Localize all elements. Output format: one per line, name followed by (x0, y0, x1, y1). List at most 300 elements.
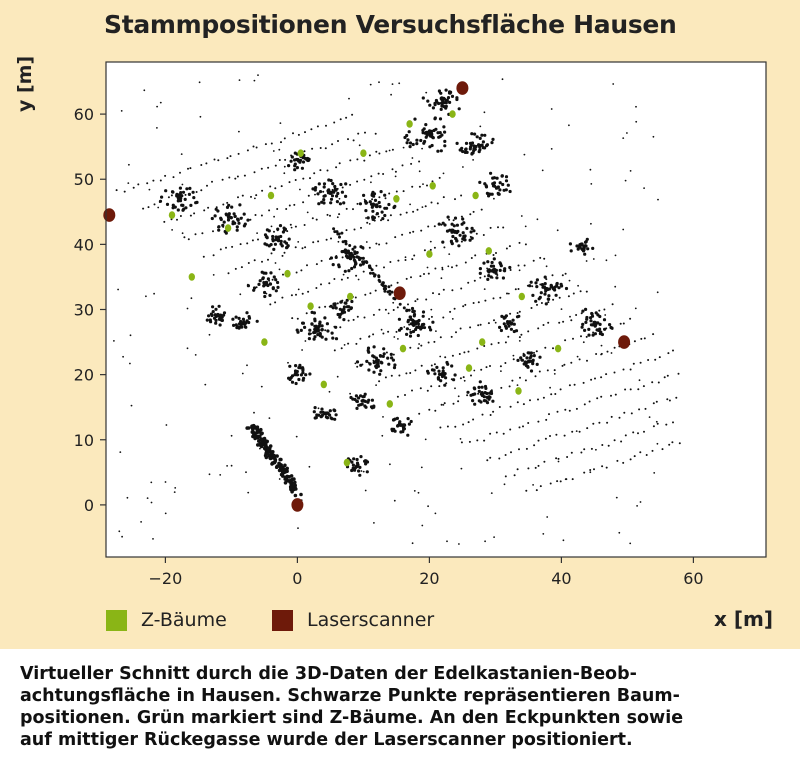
point-cloud-dot (269, 303, 271, 305)
point-cloud-dot (320, 283, 322, 285)
point-cloud-dot (238, 153, 240, 155)
point-cloud-dot (583, 472, 585, 474)
point-cloud-dot (508, 266, 511, 269)
point-cloud-dot (257, 283, 260, 286)
point-cloud-dot (245, 311, 248, 314)
point-cloud-dot (515, 288, 517, 290)
point-cloud-dot (603, 309, 605, 311)
point-cloud-dot (654, 359, 656, 361)
laserscanner-point (456, 81, 468, 95)
point-cloud-dot (375, 290, 377, 292)
point-cloud-dot (273, 231, 275, 233)
point-cloud-dot (240, 326, 243, 329)
point-cloud-dot (439, 135, 442, 138)
point-cloud-dot (519, 426, 521, 428)
point-cloud-dot (519, 269, 521, 271)
point-cloud-dot (361, 470, 363, 472)
point-cloud-dot (304, 373, 307, 376)
point-cloud-dot (442, 268, 444, 270)
point-cloud-dot (370, 203, 373, 206)
point-cloud-dot (615, 394, 617, 396)
point-cloud-dot (417, 209, 419, 211)
point-cloud-dot (557, 411, 559, 413)
point-cloud-dot (525, 490, 527, 492)
point-cloud-dot (413, 310, 416, 313)
z-baum-point (393, 195, 399, 203)
point-cloud-dot (454, 217, 457, 220)
z-baum-point (298, 149, 304, 157)
point-cloud-dot (580, 335, 582, 337)
point-cloud-dot (410, 322, 413, 325)
point-cloud-dot (249, 219, 251, 221)
point-cloud-dot (261, 261, 263, 263)
point-cloud-dot (433, 369, 436, 372)
point-cloud-dot (386, 352, 388, 354)
point-cloud-dot (583, 253, 586, 256)
point-cloud-dot (403, 427, 406, 430)
legend-swatch-z-baeume (106, 610, 127, 631)
point-cloud-dot (519, 336, 521, 338)
point-cloud-dot (383, 194, 386, 197)
point-cloud-dot (373, 345, 376, 348)
point-cloud-dot (192, 191, 195, 194)
point-cloud-dot (561, 308, 563, 310)
point-cloud-dot (359, 364, 362, 367)
point-cloud-dot (452, 355, 454, 357)
point-cloud-dot (375, 151, 377, 153)
point-cloud-dot (587, 334, 590, 337)
point-cloud-dot (427, 390, 429, 392)
point-cloud-dot (269, 417, 271, 419)
point-cloud-dot (366, 241, 368, 243)
point-cloud-dot (614, 286, 616, 288)
point-cloud-dot (160, 180, 162, 182)
point-cloud-dot (516, 359, 519, 362)
point-cloud-dot (410, 420, 413, 423)
point-cloud-dot (391, 375, 393, 377)
point-cloud-dot (294, 487, 298, 491)
point-cloud-dot (493, 254, 495, 256)
point-cloud-dot (211, 305, 214, 308)
point-cloud-dot (447, 426, 449, 428)
point-cloud-dot (471, 257, 473, 259)
point-cloud-dot (348, 98, 350, 100)
point-cloud-dot (439, 427, 441, 429)
point-cloud-dot (246, 219, 249, 222)
point-cloud-dot (525, 226, 527, 228)
point-cloud-dot (119, 451, 121, 453)
point-cloud-dot (422, 96, 425, 99)
point-cloud-dot (272, 286, 275, 289)
point-cloud-dot (355, 297, 357, 299)
point-cloud-dot (273, 150, 275, 152)
point-cloud-dot (356, 360, 359, 363)
point-cloud-dot (408, 130, 411, 133)
point-cloud-dot (181, 153, 183, 155)
point-cloud-dot (473, 133, 476, 136)
point-cloud-dot (453, 403, 455, 405)
point-cloud-dot (327, 214, 329, 216)
point-cloud-dot (509, 190, 512, 193)
point-cloud-dot (350, 254, 353, 257)
point-cloud-dot (428, 273, 430, 275)
point-cloud-dot (552, 299, 554, 301)
point-cloud-dot (151, 502, 153, 504)
point-cloud-dot (335, 413, 338, 416)
point-cloud-dot (454, 373, 457, 376)
point-cloud-dot (451, 336, 453, 338)
point-cloud-dot (353, 139, 355, 141)
point-cloud-dot (486, 366, 488, 368)
point-cloud-dot (417, 347, 419, 349)
point-cloud-dot (379, 369, 382, 372)
z-baum-point (307, 302, 313, 310)
point-cloud-dot (325, 147, 327, 149)
point-cloud-dot (283, 172, 285, 174)
point-cloud-dot (422, 206, 424, 208)
point-cloud-dot (212, 230, 214, 232)
point-cloud-dot (460, 288, 462, 290)
point-cloud-dot (449, 311, 451, 313)
point-cloud-dot (203, 256, 205, 258)
point-cloud-dot (261, 442, 265, 446)
point-cloud-dot (495, 322, 497, 324)
point-cloud-dot (344, 182, 347, 185)
point-cloud-dot (265, 143, 267, 145)
point-cloud-dot (238, 203, 241, 206)
point-cloud-dot (606, 467, 608, 469)
point-cloud-dot (443, 144, 446, 147)
point-cloud-dot (211, 181, 213, 183)
point-cloud-dot (499, 269, 502, 272)
point-cloud-dot (513, 355, 515, 357)
point-cloud-dot (501, 183, 504, 186)
point-cloud-dot (369, 272, 372, 275)
point-cloud-dot (287, 377, 290, 380)
point-cloud-dot (460, 328, 462, 330)
point-cloud-dot (290, 160, 293, 163)
z-baum-point (225, 224, 231, 232)
point-cloud-dot (637, 388, 639, 390)
point-cloud-dot (547, 369, 549, 371)
point-cloud-dot (164, 175, 166, 177)
point-cloud-dot (473, 302, 475, 304)
point-cloud-dot (472, 147, 475, 150)
point-cloud-dot (421, 525, 423, 527)
point-cloud-dot (444, 402, 446, 404)
point-cloud-dot (273, 216, 275, 218)
point-cloud-dot (226, 202, 228, 204)
point-cloud-dot (535, 375, 537, 377)
point-cloud-dot (631, 412, 633, 414)
point-cloud-dot (539, 371, 541, 373)
point-cloud-dot (550, 393, 552, 395)
point-cloud-dot (464, 148, 467, 151)
point-cloud-dot (443, 173, 445, 175)
point-cloud-dot (340, 118, 342, 120)
point-cloud-dot (483, 440, 485, 442)
point-cloud-dot (495, 269, 498, 272)
point-cloud-dot (294, 364, 297, 367)
point-cloud-dot (316, 219, 318, 221)
point-cloud-dot (405, 134, 408, 137)
point-cloud-dot (173, 176, 175, 178)
caption-line: achtungsfläche in Hausen. Schwarze Punkte repräsentieren Baum- (20, 686, 680, 706)
point-cloud-dot (302, 178, 304, 180)
point-cloud-dot (377, 359, 380, 362)
point-cloud-dot (259, 279, 262, 282)
point-cloud-dot (272, 248, 275, 251)
point-cloud-dot (430, 241, 432, 243)
point-cloud-dot (552, 274, 554, 276)
point-cloud-dot (330, 198, 333, 201)
point-cloud-dot (313, 335, 316, 338)
point-cloud-dot (349, 184, 351, 186)
point-cloud-dot (671, 441, 673, 443)
point-cloud-dot (548, 413, 550, 415)
point-cloud-dot (206, 185, 208, 187)
point-cloud-dot (460, 438, 462, 440)
point-cloud-dot (632, 431, 634, 433)
point-cloud-dot (238, 317, 241, 320)
point-cloud-dot (380, 361, 383, 364)
point-cloud-dot (635, 106, 637, 108)
point-cloud-dot (464, 380, 466, 382)
point-cloud-dot (346, 208, 348, 210)
point-cloud-dot (133, 187, 135, 189)
z-baum-point (430, 182, 436, 190)
point-cloud-dot (406, 327, 409, 330)
point-cloud-dot (533, 260, 535, 262)
point-cloud-dot (453, 224, 456, 227)
point-cloud-dot (344, 195, 347, 198)
point-cloud-dot (237, 219, 240, 222)
point-cloud-dot (580, 247, 583, 250)
point-cloud-dot (179, 187, 182, 190)
point-cloud-dot (482, 140, 485, 143)
point-cloud-dot (598, 310, 600, 312)
point-cloud-dot (325, 415, 328, 418)
point-cloud-dot (620, 323, 622, 325)
point-cloud-dot (355, 363, 357, 365)
point-cloud-dot (386, 357, 389, 360)
point-cloud-dot (217, 229, 220, 232)
point-cloud-dot (369, 292, 371, 294)
z-baum-point (400, 345, 406, 353)
point-cloud-dot (425, 131, 428, 134)
point-cloud-dot (536, 304, 538, 306)
point-cloud-dot (341, 347, 343, 349)
point-cloud-dot (592, 334, 595, 337)
point-cloud-dot (500, 329, 503, 332)
point-cloud-dot (560, 283, 563, 286)
point-cloud-dot (622, 229, 624, 231)
z-baum-point (268, 192, 274, 200)
point-cloud-dot (195, 233, 197, 235)
point-cloud-dot (350, 267, 353, 270)
point-cloud-dot (427, 505, 429, 507)
point-cloud-dot (255, 194, 257, 196)
point-cloud-dot (347, 250, 350, 253)
point-cloud-dot (653, 402, 655, 404)
point-cloud-dot (543, 258, 545, 260)
point-cloud-dot (454, 308, 456, 310)
point-cloud-dot (373, 522, 375, 524)
point-cloud-dot (263, 242, 266, 245)
point-cloud-dot (319, 411, 322, 414)
point-cloud-dot (196, 191, 198, 193)
point-cloud-dot (153, 293, 155, 295)
point-cloud-dot (525, 243, 527, 245)
point-cloud-dot (420, 345, 422, 347)
point-cloud-dot (317, 125, 319, 127)
point-cloud-dot (484, 540, 486, 542)
point-cloud-dot (524, 154, 526, 156)
point-cloud-dot (397, 306, 399, 308)
point-cloud-dot (392, 149, 394, 151)
point-cloud-dot (429, 135, 432, 138)
point-cloud-dot (505, 475, 507, 477)
point-cloud-dot (279, 159, 281, 161)
point-cloud-dot (486, 278, 489, 281)
point-cloud-dot (497, 226, 499, 228)
point-cloud-dot (326, 329, 329, 332)
point-cloud-dot (554, 393, 556, 395)
point-cloud-dot (498, 458, 500, 460)
point-cloud-dot (479, 277, 481, 279)
point-cloud-dot (246, 364, 248, 366)
point-cloud-dot (329, 215, 331, 217)
point-cloud-dot (445, 361, 448, 364)
point-cloud-dot (451, 229, 454, 232)
point-cloud-dot (189, 204, 192, 207)
point-cloud-dot (301, 349, 303, 351)
point-cloud-dot (473, 386, 476, 389)
point-cloud-dot (630, 388, 632, 390)
point-cloud-dot (581, 326, 584, 329)
point-cloud-dot (357, 316, 359, 318)
point-cloud-dot (612, 83, 614, 85)
point-cloud-dot (184, 198, 187, 201)
point-cloud-dot (351, 114, 353, 116)
point-cloud-dot (470, 152, 473, 155)
point-cloud-dot (365, 490, 367, 492)
point-cloud-dot (474, 254, 476, 256)
point-cloud-dot (535, 467, 537, 469)
point-cloud-dot (587, 328, 590, 331)
point-cloud-dot (595, 311, 598, 314)
point-cloud-dot (461, 441, 463, 443)
point-cloud-dot (417, 323, 420, 326)
point-cloud-dot (382, 416, 384, 418)
point-cloud-dot (545, 302, 548, 305)
point-cloud-dot (149, 189, 151, 191)
point-cloud-dot (318, 407, 320, 409)
point-cloud-dot (426, 100, 429, 103)
point-cloud-dot (443, 196, 445, 198)
point-cloud-dot (469, 213, 471, 215)
point-cloud-dot (293, 164, 296, 167)
point-cloud-dot (558, 461, 560, 463)
point-cloud-dot (565, 273, 567, 275)
x-tick-label: −20 (148, 569, 183, 588)
point-cloud-dot (310, 322, 313, 325)
point-cloud-dot (438, 223, 441, 226)
point-cloud-dot (527, 467, 529, 469)
point-cloud-dot (293, 373, 296, 376)
point-cloud-dot (521, 215, 523, 217)
point-cloud-dot (560, 388, 562, 390)
point-cloud-dot (230, 206, 233, 209)
point-cloud-dot (622, 137, 624, 139)
point-cloud-dot (291, 294, 293, 296)
point-cloud-dot (256, 320, 259, 323)
point-cloud-dot (238, 131, 240, 133)
point-cloud-dot (247, 284, 250, 287)
point-cloud-dot (400, 423, 403, 426)
point-cloud-dot (471, 399, 474, 402)
point-cloud-dot (315, 413, 318, 416)
point-cloud-dot (461, 223, 464, 226)
point-cloud-dot (326, 239, 328, 241)
point-cloud-dot (630, 170, 632, 172)
point-cloud-dot (390, 353, 393, 356)
point-cloud-dot (326, 411, 329, 414)
point-cloud-dot (608, 445, 610, 447)
point-cloud-dot (200, 189, 202, 191)
point-cloud-dot (411, 390, 413, 392)
point-cloud-dot (600, 396, 602, 398)
z-baum-point (344, 459, 350, 467)
point-cloud-dot (386, 242, 388, 244)
point-cloud-dot (385, 376, 387, 378)
point-cloud-dot (590, 223, 592, 225)
point-cloud-dot (598, 422, 600, 424)
point-cloud-dot (284, 159, 286, 161)
point-cloud-dot (586, 238, 589, 241)
point-cloud-dot (403, 326, 405, 328)
point-cloud-dot (254, 80, 256, 82)
point-cloud-dot (402, 164, 404, 166)
point-cloud-dot (396, 191, 398, 193)
point-cloud-dot (424, 123, 427, 126)
point-cloud-dot (146, 182, 148, 184)
point-cloud-dot (479, 137, 482, 140)
point-cloud-dot (237, 196, 239, 198)
point-cloud-dot (265, 456, 269, 460)
point-cloud-dot (581, 323, 584, 326)
point-cloud-dot (307, 212, 309, 214)
point-cloud-dot (562, 365, 564, 367)
point-cloud-dot (308, 372, 311, 375)
point-cloud-dot (569, 384, 571, 386)
point-cloud-dot (484, 288, 486, 290)
point-cloud-dot (432, 292, 434, 294)
point-cloud-dot (321, 336, 324, 339)
point-cloud-dot (529, 399, 531, 401)
point-cloud-dot (214, 308, 217, 311)
point-cloud-dot (357, 203, 359, 205)
point-cloud-dot (417, 298, 419, 300)
point-cloud-dot (347, 343, 349, 345)
laserscanner-point (291, 498, 303, 512)
point-cloud-dot (124, 191, 126, 193)
point-cloud-dot (420, 230, 422, 232)
point-cloud-dot (536, 489, 538, 491)
point-cloud-dot (464, 304, 466, 306)
point-cloud-dot (625, 434, 627, 436)
point-cloud-dot (355, 343, 357, 345)
